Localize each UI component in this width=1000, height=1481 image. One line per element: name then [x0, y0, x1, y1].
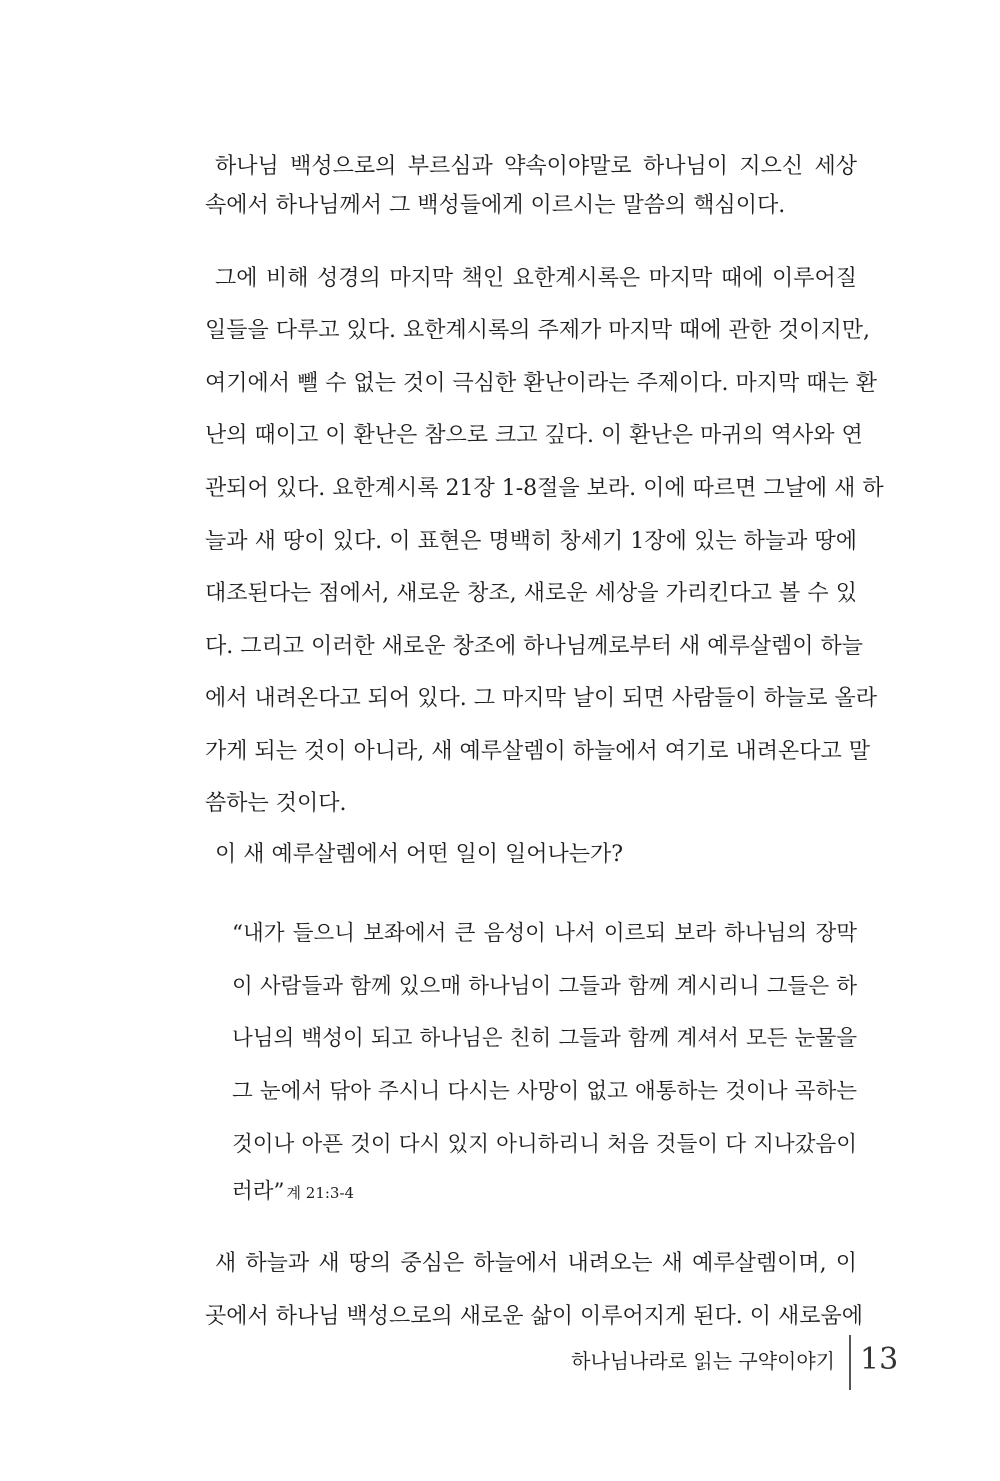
paragraph-1-line: 하나님 백성으로의 부르심과 약속이야말로 하나님이 지으신 세상 — [215, 154, 857, 179]
paragraph-3-line: 이 새 예루살렘에서 어떤 일이 일어나는가? — [215, 842, 624, 868]
quote-reference: 계 21:3-4 — [286, 1184, 355, 1203]
running-footer-title: 하나님나라로 읽는 구약이야기 — [571, 1349, 835, 1373]
paragraph-2-line: 에서 내려온다고 되어 있다. 그 마지막 날이 되면 사람들이 하늘로 올라 — [205, 686, 877, 712]
footer-divider — [849, 1335, 851, 1390]
paragraph-2-line: 난의 때이고 이 환난은 참으로 크고 깊다. 이 환난은 마귀의 역사와 연 — [205, 423, 863, 449]
quote-line-text: 러라” — [232, 1179, 285, 1205]
paragraph-1-line: 속에서 하나님께서 그 백성들에게 이르시는 말씀의 핵심이다. — [205, 193, 786, 219]
quote-line: 것이나 아픈 것이 다시 있지 아니하리니 처음 것들이 다 지나갔음이 — [232, 1131, 857, 1157]
page-number: 13 — [860, 1342, 899, 1377]
paragraph-2-line: 늘과 새 땅이 있다. 이 표현은 명백히 창세기 1장에 있는 하늘과 땅에 — [205, 528, 857, 554]
paragraph-2-line: 일들을 다루고 있다. 요한계시록의 주제가 마지막 때에 관한 것이지만, — [205, 318, 870, 344]
paragraph-2-line: 가게 되는 것이 아니라, 새 예루살렘이 하늘에서 여기로 내려온다고 말 — [205, 738, 870, 764]
paragraph-2-line: 씀하는 것이다. — [205, 791, 347, 817]
quote-line: 이 사람들과 함께 있으매 하나님이 그들과 함께 계시리니 그들은 하 — [232, 973, 857, 999]
paragraph-2-line: 대조된다는 점에서, 새로운 창조, 새로운 세상을 가리킨다고 볼 수 있 — [205, 581, 857, 607]
quote-line: 나님의 백성이 되고 하나님은 친히 그들과 함께 계셔서 모든 눈물을 — [232, 1026, 857, 1052]
paragraph-4-line: 새 하늘과 새 땅의 중심은 하늘에서 내려오는 새 예루살렘이며, 이 — [215, 1251, 857, 1277]
paragraph-2-line: 관되어 있다. 요한계시록 21장 1-8절을 보라. 이에 따르면 그날에 새 하 — [205, 476, 884, 501]
paragraph-4-line: 곳에서 하나님 백성으로의 새로운 삶이 이루어지게 된다. 이 새로움에 — [205, 1304, 863, 1329]
paragraph-2-line: 여기에서 뺄 수 없는 것이 극심한 환난이라는 주제이다. 마지막 때는 환 — [205, 370, 877, 396]
paragraph-2-line: 그에 비해 성경의 마지막 책인 요한계시록은 마지막 때에 이루어질 — [215, 265, 857, 291]
paragraph-2-line: 다. 그리고 이러한 새로운 창조에 하나님께로부터 새 예루살렘이 하늘 — [205, 633, 863, 659]
quote-line: 그 눈에서 닦아 주시니 다시는 사망이 없고 애통하는 것이나 곡하는 — [232, 1078, 857, 1104]
quote-last-line — [232, 1177, 857, 1208]
quote-line: “내가 들으니 보좌에서 큰 음성이 나서 이르되 보라 하나님의 장막 — [232, 921, 857, 947]
